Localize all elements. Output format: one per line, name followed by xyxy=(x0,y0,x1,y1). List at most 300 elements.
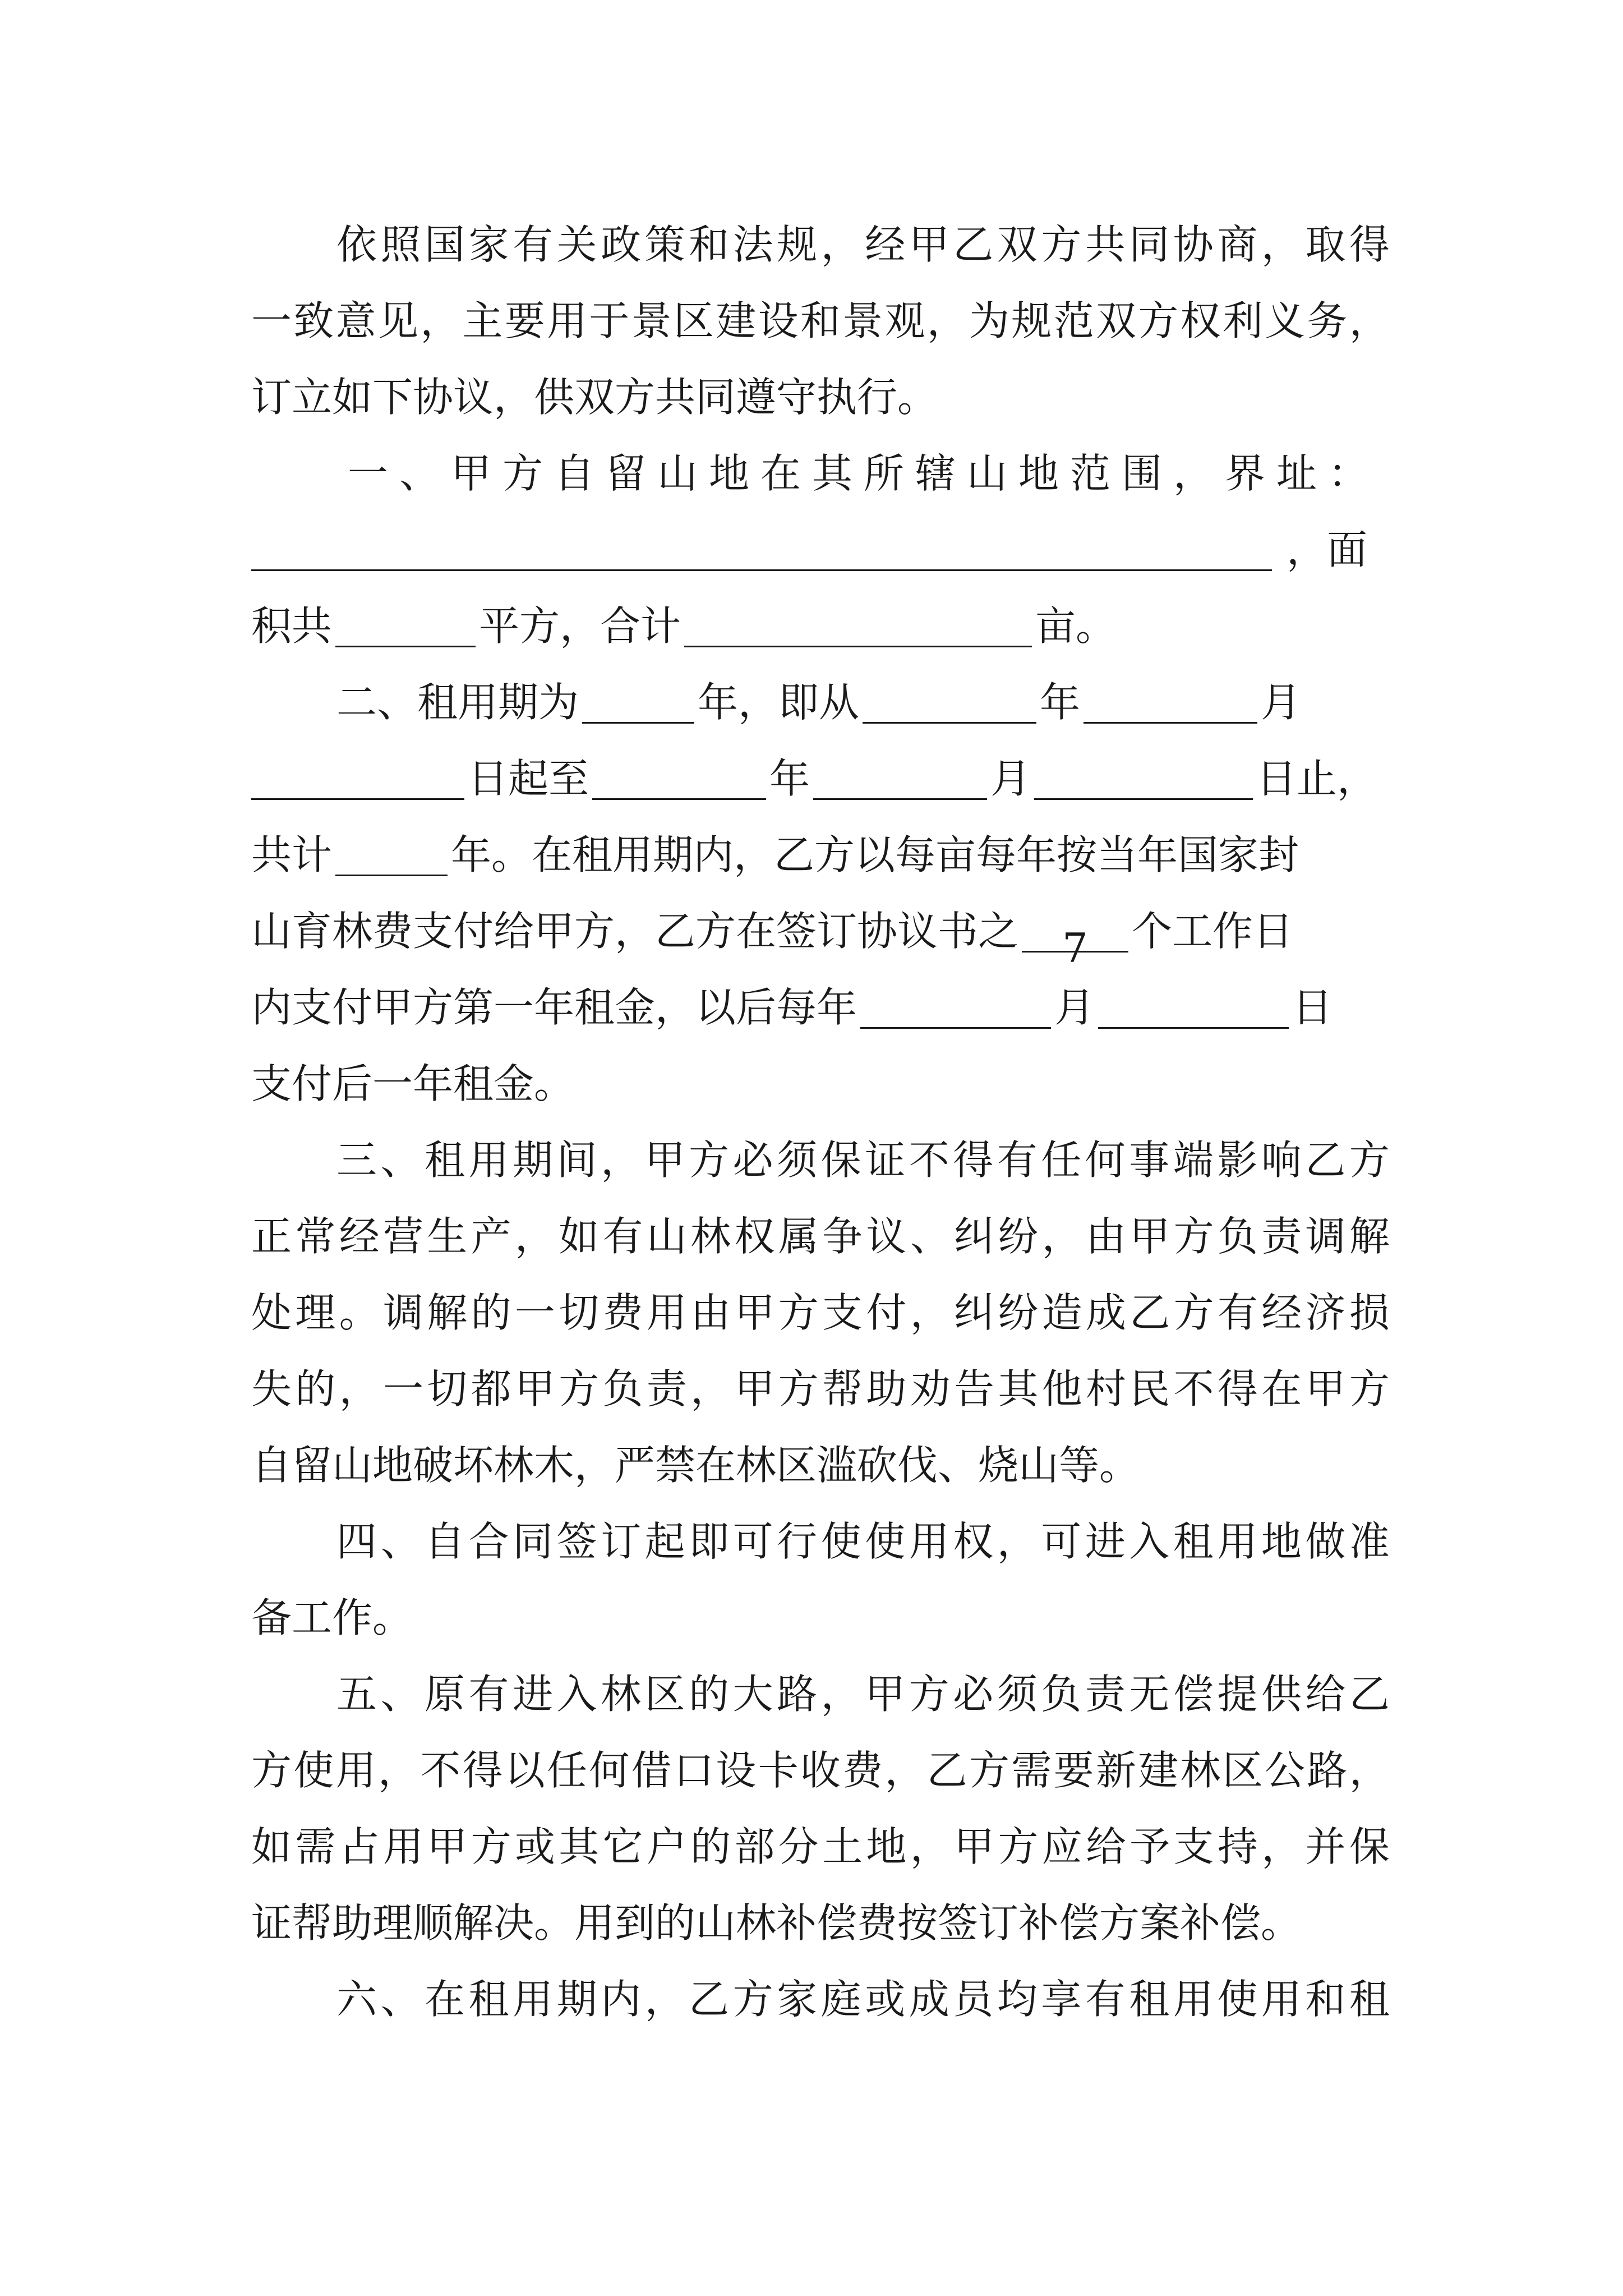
text-char: 需 xyxy=(295,1823,336,1870)
text-char: 山 xyxy=(646,1213,687,1260)
text-char: 纠 xyxy=(954,1289,995,1336)
text-char: 用 xyxy=(1261,1976,1302,2023)
text-span: 订立如下协议，供双方共同遵守执行。 xyxy=(251,374,938,421)
text-char: 得 xyxy=(462,1747,503,1794)
text-char: 、 xyxy=(380,1671,421,1718)
text-char: 不 xyxy=(420,1747,461,1794)
text-char: 内 xyxy=(601,1976,642,2023)
text-line xyxy=(348,435,1390,512)
text-char: 方 xyxy=(969,1747,1010,1794)
text-char: 一 xyxy=(514,1289,555,1336)
text-char: 租 xyxy=(468,1976,509,2023)
text-char: 和 xyxy=(800,297,841,344)
text-char: 地 xyxy=(1261,1518,1302,1565)
text-char: 议 xyxy=(866,1213,907,1260)
text-line xyxy=(336,1961,1390,2037)
text-char: 和 xyxy=(1305,1976,1346,2023)
text-char: 供 xyxy=(1261,1671,1302,1718)
text-char: 方 xyxy=(559,1365,600,1412)
text-char: 任 xyxy=(1041,1137,1082,1184)
text-char: 必 xyxy=(732,1137,773,1184)
text-char: 乙 xyxy=(953,221,994,268)
text-char: 双 xyxy=(1095,297,1136,344)
text-char: 方 xyxy=(1349,1365,1390,1412)
text-char: ， xyxy=(820,221,861,268)
text-char: 予 xyxy=(1129,1823,1170,1870)
annual-payment-day-blank[interactable] xyxy=(1098,986,1289,1029)
text-char: 签 xyxy=(556,1518,597,1565)
text-char: 需 xyxy=(1011,1747,1052,1794)
text-char: 五 xyxy=(336,1671,377,1718)
text-line xyxy=(336,1656,1390,1732)
text-char: 或 xyxy=(514,1823,555,1870)
text-char: 费 xyxy=(842,1747,883,1794)
text-line xyxy=(336,664,1390,740)
text-char: 乙 xyxy=(689,1976,730,2023)
text-char: 致 xyxy=(293,297,334,344)
text-char: ， xyxy=(644,1976,685,2023)
text-line xyxy=(336,206,1390,283)
text-char: 劝 xyxy=(910,1365,951,1412)
text-char: 经 xyxy=(865,221,906,268)
text-line xyxy=(251,359,1390,435)
text-char: 政 xyxy=(601,221,642,268)
area-square-meters-blank[interactable] xyxy=(335,605,476,647)
text-char: 经 xyxy=(339,1213,380,1260)
lease-years-blank[interactable] xyxy=(582,681,694,724)
text-char: 、 xyxy=(910,1213,951,1260)
text-char: 他 xyxy=(1041,1365,1082,1412)
text-char: 规 xyxy=(1011,297,1052,344)
text-char: 村 xyxy=(1085,1365,1126,1412)
end-year-blank[interactable] xyxy=(592,757,766,800)
text-char: 协 xyxy=(1173,221,1214,268)
text-char: 必 xyxy=(953,1671,994,1718)
text-char: 响 xyxy=(1261,1137,1302,1184)
text-char: 收 xyxy=(800,1747,841,1794)
text-char: 均 xyxy=(997,1976,1038,2023)
text-span: 年 xyxy=(1040,679,1081,726)
text-char: 纷 xyxy=(998,1213,1039,1260)
text-char: 造 xyxy=(1041,1289,1082,1336)
text-char: 负 xyxy=(602,1365,643,1412)
text-char: ， xyxy=(884,1747,925,1794)
text-char: 乙 xyxy=(1349,1671,1390,1718)
text-char: 家 xyxy=(777,1976,818,2023)
text-char: 于 xyxy=(589,297,630,344)
area-mu-blank[interactable] xyxy=(684,605,1032,647)
text-char: 一 xyxy=(251,297,292,344)
text-char: ， xyxy=(1349,297,1390,344)
text-char: 用 xyxy=(382,1823,423,1870)
text-char: 的 xyxy=(690,1823,731,1870)
text-char: 调 xyxy=(382,1289,423,1336)
text-char: 其 xyxy=(559,1823,600,1870)
text-line xyxy=(251,588,1390,664)
text-char: 用 xyxy=(1173,1976,1214,2023)
text-char: 同 xyxy=(1129,221,1170,268)
text-span: 平方，合计 xyxy=(479,602,681,650)
text-char: 用 xyxy=(909,1518,949,1565)
text-line xyxy=(251,1580,1390,1656)
text-char: 租 xyxy=(1129,1976,1170,2023)
text-char: 须 xyxy=(777,1137,818,1184)
text-char: 建 xyxy=(716,297,757,344)
text-char: 在 xyxy=(1261,1365,1302,1412)
text-char: 国 xyxy=(425,221,465,268)
text-char: 甲 xyxy=(427,1823,468,1870)
text-span: 日止， xyxy=(1256,755,1378,802)
text-line xyxy=(251,1427,1390,1503)
text-char: 甲 xyxy=(865,1671,906,1718)
text-span: 山育林费支付给甲方，乙方在签订协议书之 xyxy=(251,908,1019,955)
text-char: 员 xyxy=(953,1976,994,2023)
text-char: 在 xyxy=(425,1976,465,2023)
payment-days-blank[interactable] xyxy=(1022,910,1128,972)
text-char: 方 xyxy=(732,1976,773,2023)
text-char: 以 xyxy=(504,1747,545,1794)
text-char: 甲 xyxy=(1129,1213,1170,1260)
text-char: 进 xyxy=(513,1671,554,1718)
text-char: ， xyxy=(377,1747,418,1794)
text-char: 偿 xyxy=(1173,1671,1214,1718)
text-span: 二、租用期为 xyxy=(336,679,579,726)
text-char: 费 xyxy=(602,1289,643,1336)
text-char: 设 xyxy=(758,297,799,344)
text-char: 解 xyxy=(427,1289,468,1336)
text-span: 个工作日 xyxy=(1132,908,1294,955)
text-char: 有 xyxy=(1217,1289,1258,1336)
text-char: 调 xyxy=(1305,1213,1346,1260)
text-char: 其 xyxy=(998,1365,1039,1412)
text-char: 应 xyxy=(1041,1823,1082,1870)
text-char: ， xyxy=(997,1518,1038,1565)
text-char: 地 xyxy=(866,1823,907,1870)
text-char: 关 xyxy=(556,221,597,268)
text-char: 支 xyxy=(822,1289,863,1336)
text-char: 新 xyxy=(1095,1747,1136,1794)
text-char: 甲 xyxy=(909,221,949,268)
text-char: 准 xyxy=(1349,1518,1390,1565)
text-char: 乙 xyxy=(1305,1137,1346,1184)
text-char: 权 xyxy=(734,1213,775,1260)
text-line xyxy=(251,893,1390,972)
text-char: 正 xyxy=(251,1213,292,1260)
text-span: 月 xyxy=(1054,984,1095,1031)
text-char: 何 xyxy=(1085,1137,1126,1184)
text-char: 一 xyxy=(382,1365,423,1412)
text-line xyxy=(336,1503,1390,1580)
text-char: 属 xyxy=(778,1213,819,1260)
text-char: 责 xyxy=(1085,1671,1126,1718)
text-char: 有 xyxy=(1085,1976,1126,2023)
text-char: 林 xyxy=(1180,1747,1221,1794)
text-char: 由 xyxy=(690,1289,731,1336)
text-char: 、 xyxy=(380,1137,421,1184)
text-char: 给 xyxy=(1085,1823,1126,1870)
text-char: 有 xyxy=(513,221,554,268)
text-char: 无 xyxy=(1129,1671,1170,1718)
text-char: 经 xyxy=(1261,1289,1302,1336)
text-char: 产 xyxy=(471,1213,511,1260)
text-char: 损 xyxy=(1349,1289,1390,1336)
total-years-blank[interactable] xyxy=(335,834,448,876)
text-line xyxy=(251,283,1390,359)
text-span: 共计 xyxy=(251,831,333,878)
clause-1-heading: 一、甲方自留山地在其所辖山地范围，界址： xyxy=(348,450,1380,497)
text-char: 给 xyxy=(1305,1671,1346,1718)
text-char: 订 xyxy=(601,1518,642,1565)
text-char: 用 xyxy=(547,297,588,344)
text-span: 备工作。 xyxy=(251,1594,413,1641)
text-char: 责 xyxy=(1261,1213,1302,1260)
text-char: 务 xyxy=(1307,297,1348,344)
text-char: 乙 xyxy=(1129,1289,1170,1336)
text-span: 年。在租用期内，乙方以每亩每年按当年国家封 xyxy=(451,831,1299,878)
text-char: 卡 xyxy=(758,1747,799,1794)
text-char: 方 xyxy=(1173,1213,1214,1260)
text-span: 月 xyxy=(990,755,1031,802)
text-line xyxy=(251,1885,1390,1961)
text-char: 责 xyxy=(646,1365,687,1412)
text-span: 积共 xyxy=(251,602,333,650)
text-char: 都 xyxy=(471,1365,511,1412)
text-char: 照 xyxy=(380,221,421,268)
text-char: 何 xyxy=(589,1747,630,1794)
text-char: 负 xyxy=(1217,1213,1258,1260)
text-char: 起 xyxy=(644,1518,685,1565)
text-line xyxy=(251,1198,1390,1274)
text-char: 解 xyxy=(1349,1213,1390,1260)
payment-days-value: 7 xyxy=(1062,924,1088,972)
text-char: 设 xyxy=(716,1747,757,1794)
text-char: 不 xyxy=(909,1137,949,1184)
text-char: 用 xyxy=(646,1289,687,1336)
text-char: 要 xyxy=(1053,1747,1094,1794)
text-char: 户 xyxy=(646,1823,687,1870)
text-char: 路 xyxy=(1307,1747,1348,1794)
text-char: 甲 xyxy=(1305,1365,1346,1412)
text-char: 入 xyxy=(556,1671,597,1718)
text-char: 方 xyxy=(1041,221,1082,268)
text-char: ， xyxy=(926,297,967,344)
text-char: 观 xyxy=(884,297,925,344)
text-char: 行 xyxy=(777,1518,818,1565)
text-char: 负 xyxy=(1041,1671,1082,1718)
text-char: 付 xyxy=(866,1289,907,1336)
text-char: ， xyxy=(690,1365,731,1412)
text-char: 商 xyxy=(1217,221,1258,268)
text-char: 并 xyxy=(1305,1823,1346,1870)
text-char: 公 xyxy=(1265,1747,1306,1794)
text-char: 任 xyxy=(547,1747,588,1794)
text-char: 方 xyxy=(1173,1289,1214,1336)
text-char: 得 xyxy=(953,1137,994,1184)
text-char: 处 xyxy=(251,1289,292,1336)
text-line xyxy=(251,1732,1390,1809)
text-char: 区 xyxy=(644,1671,685,1718)
text-span: 月 xyxy=(1261,679,1302,726)
text-char: ， xyxy=(820,1671,861,1718)
text-char: 成 xyxy=(1085,1289,1126,1336)
text-char: 林 xyxy=(690,1213,731,1260)
text-char: 使 xyxy=(865,1518,906,1565)
text-char: 要 xyxy=(504,297,545,344)
end-day-blank[interactable] xyxy=(1034,757,1253,800)
text-char: 主 xyxy=(462,297,503,344)
text-char: 方 xyxy=(1349,1137,1390,1184)
text-char: ， xyxy=(910,1289,951,1336)
text-char: 部 xyxy=(734,1823,775,1870)
text-line xyxy=(251,1351,1390,1427)
text-char: 争 xyxy=(822,1213,863,1260)
text-char: 口 xyxy=(673,1747,714,1794)
text-char: 建 xyxy=(1138,1747,1179,1794)
text-char: 和 xyxy=(689,221,730,268)
text-char: ， xyxy=(1041,1213,1082,1260)
text-char: 做 xyxy=(1305,1518,1346,1565)
text-char: 租 xyxy=(1173,1518,1214,1565)
text-char: 享 xyxy=(1041,1976,1082,2023)
text-char: 事 xyxy=(1129,1137,1170,1184)
text-char: 利 xyxy=(1222,297,1263,344)
text-char: ， xyxy=(339,1365,380,1412)
text-char: 六 xyxy=(336,1976,377,2023)
text-span: 支付后一年租金。 xyxy=(251,1060,575,1107)
text-char: 甲 xyxy=(954,1823,995,1870)
text-char: ， xyxy=(910,1823,951,1870)
text-char: 有 xyxy=(468,1671,509,1718)
text-char: 区 xyxy=(1222,1747,1263,1794)
text-char: 营 xyxy=(382,1213,423,1260)
boundary-blank[interactable] xyxy=(251,528,1272,571)
text-char: 的 xyxy=(295,1365,336,1412)
text-char: 自 xyxy=(425,1518,465,1565)
text-char: 。 xyxy=(339,1289,380,1336)
text-char: 意 xyxy=(335,297,376,344)
text-char: 用 xyxy=(513,1976,554,2023)
text-char: 民 xyxy=(1129,1365,1170,1412)
text-char: 土 xyxy=(822,1823,863,1870)
text-char: 占 xyxy=(339,1823,380,1870)
text-char: 租 xyxy=(1349,1976,1390,2023)
text-char: 四 xyxy=(336,1518,377,1565)
text-line xyxy=(251,512,1390,588)
text-char: 纷 xyxy=(998,1289,1039,1336)
start-day-blank[interactable] xyxy=(251,757,464,800)
text-char: 权 xyxy=(1180,297,1221,344)
text-char: 理 xyxy=(295,1289,336,1336)
text-char: ， xyxy=(601,1137,642,1184)
annual-payment-month-blank[interactable] xyxy=(860,986,1051,1029)
text-char: 方 xyxy=(778,1365,819,1412)
text-char: 期 xyxy=(513,1137,554,1184)
text-char: 甲 xyxy=(514,1365,555,1412)
text-char: 共 xyxy=(1085,221,1126,268)
text-char: 景 xyxy=(631,297,672,344)
text-line xyxy=(251,1809,1390,1885)
text-char: 得 xyxy=(1217,1365,1258,1412)
text-span: ，面 xyxy=(1287,526,1368,573)
text-span: 日起至 xyxy=(468,755,589,802)
text-char: 失 xyxy=(251,1365,292,1412)
text-char: 方 xyxy=(778,1289,819,1336)
text-char: 期 xyxy=(556,1976,597,2023)
end-month-blank[interactable] xyxy=(813,757,987,800)
start-month-blank[interactable] xyxy=(1083,681,1257,724)
text-char: 权 xyxy=(953,1518,994,1565)
text-char: 分 xyxy=(778,1823,819,1870)
text-char: 济 xyxy=(1305,1289,1346,1336)
text-char: 助 xyxy=(866,1365,907,1412)
text-char: 规 xyxy=(777,221,818,268)
text-char: 义 xyxy=(1265,297,1306,344)
text-char: 景 xyxy=(842,297,883,344)
text-char: 用 xyxy=(468,1137,509,1184)
text-char: 如 xyxy=(251,1823,292,1870)
start-year-blank[interactable] xyxy=(863,681,1036,724)
text-char: ， xyxy=(1349,1747,1390,1794)
text-char: 如 xyxy=(559,1213,600,1260)
text-char: 有 xyxy=(602,1213,643,1260)
text-line xyxy=(251,1274,1390,1351)
text-char: 不 xyxy=(1173,1365,1214,1412)
text-char: 法 xyxy=(732,221,773,268)
text-char: 用 xyxy=(335,1747,376,1794)
text-char: ， xyxy=(1261,1823,1302,1870)
text-char: 方 xyxy=(689,1137,730,1184)
text-char: 帮 xyxy=(822,1365,863,1412)
text-span: 年 xyxy=(769,755,810,802)
text-char: ， xyxy=(420,297,461,344)
text-char: 进 xyxy=(1085,1518,1126,1565)
text-char: 保 xyxy=(820,1137,861,1184)
text-char: 方 xyxy=(998,1823,1039,1870)
text-line xyxy=(251,817,1390,893)
text-line xyxy=(251,969,1390,1046)
text-char: 即 xyxy=(689,1518,730,1565)
text-char: 三 xyxy=(336,1137,377,1184)
text-span: 日 xyxy=(1292,984,1333,1031)
text-char: 乙 xyxy=(926,1747,967,1794)
text-char: 由 xyxy=(1085,1213,1126,1260)
text-char: 切 xyxy=(559,1289,600,1336)
text-char: 为 xyxy=(969,297,1010,344)
text-char: 家 xyxy=(468,221,509,268)
text-char: 庭 xyxy=(820,1976,861,2023)
text-char: 大 xyxy=(732,1671,773,1718)
text-char: 得 xyxy=(1349,221,1390,268)
text-char: 同 xyxy=(513,1518,554,1565)
text-char: 策 xyxy=(644,221,685,268)
text-char: 的 xyxy=(689,1671,730,1718)
text-line xyxy=(251,1046,1390,1122)
text-char: 使 xyxy=(820,1518,861,1565)
text-char: 间 xyxy=(556,1137,597,1184)
text-char: 支 xyxy=(1173,1823,1214,1870)
text-char: 甲 xyxy=(644,1137,685,1184)
text-char: 切 xyxy=(427,1365,468,1412)
text-char: 可 xyxy=(732,1518,773,1565)
text-char: 取 xyxy=(1305,221,1346,268)
text-span: 亩。 xyxy=(1035,602,1117,650)
text-char: 路 xyxy=(777,1671,818,1718)
text-char: 告 xyxy=(954,1365,995,1412)
text-char: 甲 xyxy=(734,1365,775,1412)
text-char: 入 xyxy=(1129,1518,1170,1565)
text-char: 持 xyxy=(1217,1823,1258,1870)
text-char: 、 xyxy=(380,1518,421,1565)
